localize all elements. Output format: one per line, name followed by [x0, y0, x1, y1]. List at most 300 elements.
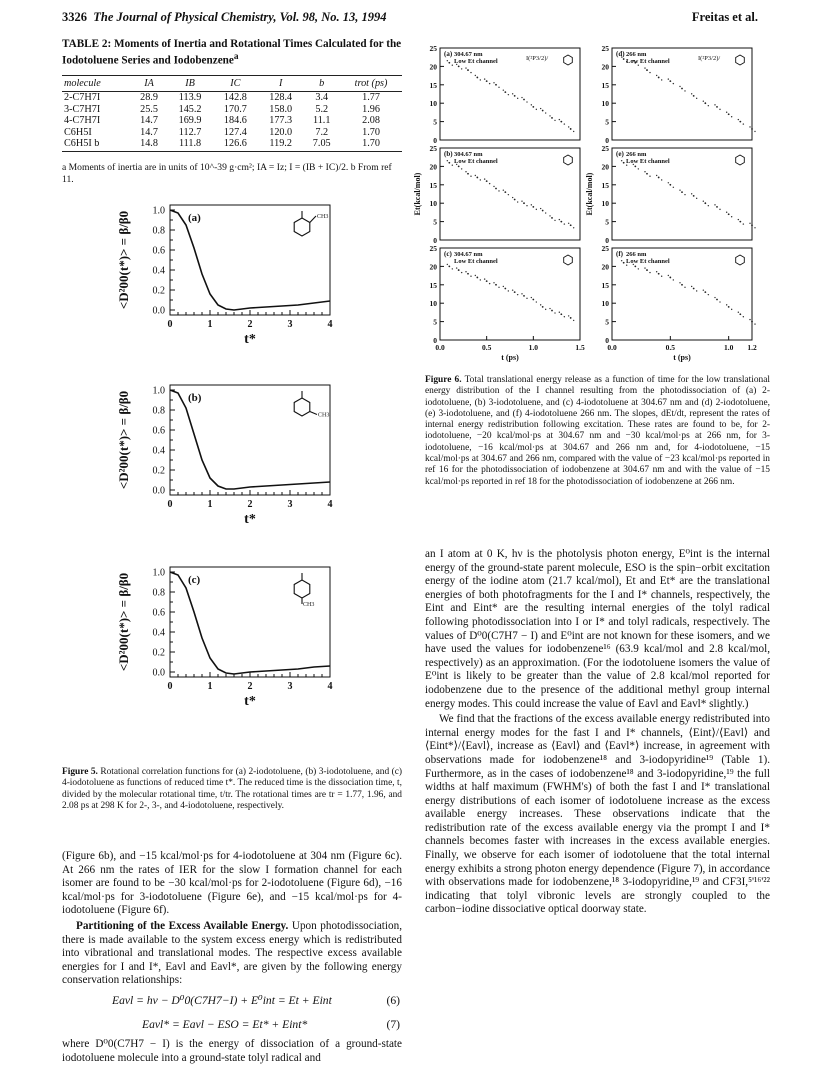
y-tick-label: 0.8 [152, 405, 165, 417]
data-point [549, 215, 550, 216]
data-point [684, 194, 685, 195]
x-axis-label: t* [244, 694, 256, 709]
data-point [523, 202, 525, 204]
data-point [679, 86, 680, 87]
data-point [703, 289, 704, 290]
authors: Freitas et al. [691, 10, 758, 24]
y-tick-label: 25 [429, 144, 437, 153]
x-tick-label: 2 [247, 319, 253, 330]
left-paragraph-3: where D⁰0(C7H7 − I) is the energy of dissociation of a ground-state iodotoluene molecule into a ground-state tolyl radical and [62, 1037, 402, 1064]
data-point [476, 77, 478, 79]
y-axis-label: Et(kcal/mol) [413, 172, 422, 216]
journal-name: The Journal of Physical Chemistry, Vol. 98, No. 13, 1994 [93, 10, 387, 24]
data-point [503, 89, 504, 90]
data-point [656, 175, 657, 176]
data-point [480, 79, 481, 80]
data-point [649, 272, 650, 273]
x-tick-label: 1.5 [575, 343, 585, 352]
data-point [517, 294, 518, 295]
y-axis-label-right: Et(kcal/mol) [585, 172, 594, 216]
data-point [498, 87, 499, 88]
panel-wavelength: 304.67 nm [454, 151, 483, 158]
table-cell: C6H5I [64, 126, 92, 138]
x-tick-label: 3 [287, 681, 293, 692]
table-cell: 158.0 [269, 103, 293, 115]
data-point [649, 176, 650, 177]
data-point [708, 105, 709, 106]
data-point [564, 223, 565, 224]
data-point [512, 197, 513, 198]
x-tick-label: 0 [167, 499, 173, 510]
y-tick-label: 20 [429, 262, 437, 272]
benzene-ring-icon [736, 155, 745, 165]
right-column-text [425, 548, 770, 919]
data-point [448, 162, 450, 164]
table-column-header: molecule [62, 76, 131, 92]
data-point [714, 297, 715, 298]
data-point [564, 316, 565, 317]
x-tick-label: 1.0 [723, 343, 734, 352]
y-tick-label: 5 [605, 317, 609, 327]
benzene-ring-icon [736, 255, 745, 265]
figure-6-grid [412, 42, 762, 372]
panel-wavelength: 266 nm [626, 151, 647, 158]
figure-5 [100, 195, 380, 760]
panel-tag: (a) [188, 212, 201, 224]
y-tick-label: 0 [433, 336, 437, 345]
right-paragraph-1: an I atom at 0 K, hν is the photolysis photon energy, E⁰int is the internal energy of the ground-state parent molecule, ESO is the spin−orbit excitation energy of the iodine atom (21.7 kcal/mol), Et and Et* are the translational energies of both photofragments for the I and I* channels, respectively, the Eint and Eint* are the resulting internal energies of the tolyl radical following photodissociation into I or I* and tolyl radicals, respectively. The values of D⁰0(C7H7 − I) and E⁰int are not known for these isomers, and we have used the values for iodobenzene¹⁶ (63.9 kcal/mol and 2.8 kcal/mol, respectively) as an approximation. (For the iodotoluene isomers the value of E⁰int is likely to be greater than the value of 2.8 kcal/mol reported for iodobenzene due to the presence of the additional methyl group internal energy modes. This could increase the value of Eavl and Eavl* slightly.) [425, 548, 770, 710]
data-point [644, 171, 645, 172]
benzene-ring-icon [564, 155, 573, 165]
data-point [559, 312, 560, 313]
benzene-ring-icon [736, 55, 745, 65]
panel-wavelength: 266 nm [626, 251, 647, 258]
y-tick-label: 5 [605, 117, 609, 127]
x-tick-label: 0 [167, 681, 173, 692]
data-point [560, 221, 562, 223]
data-point [504, 91, 506, 93]
data-point [693, 288, 695, 290]
y-tick-label: 0 [605, 336, 609, 345]
data-point [751, 224, 753, 226]
y-tick-label: 0.8 [152, 587, 165, 599]
x-tick-label: 0.5 [665, 343, 676, 352]
table-cell: 7.05 [303, 138, 340, 151]
species-label: I(²P3/2)/ [698, 55, 721, 62]
x-tick-label: 0 [167, 319, 173, 330]
y-tick-label: 20 [601, 62, 609, 72]
data-point [751, 321, 753, 323]
x-tick-label: 4 [327, 319, 333, 330]
table-cell: 126.6 [213, 138, 258, 151]
data-point [545, 112, 546, 113]
correlation-curve [170, 572, 330, 674]
table-cell: 1.77 [362, 92, 380, 103]
data-point [517, 201, 518, 202]
data-point [504, 288, 506, 290]
energy-panel [430, 244, 585, 362]
y-tick-label: 0.6 [152, 245, 165, 257]
data-point [489, 83, 490, 84]
table-cell: 127.4 [223, 126, 247, 138]
table-row [62, 127, 402, 139]
y-tick-label: 0 [605, 136, 609, 145]
data-point [738, 119, 739, 120]
section-heading: Partitioning of the Excess Available Energy. [76, 919, 289, 932]
y-tick-label: 10 [429, 199, 437, 209]
y-tick-label: 20 [601, 262, 609, 272]
y-tick-label: 0.6 [152, 607, 165, 619]
table-title-text: TABLE 2: Moments of Inertia and Rotational Times Calculated for the Iodotoluene Series and Iodobenzene [62, 38, 402, 67]
y-tick-label: 0.6 [152, 425, 165, 437]
table-cell: 5.2 [315, 103, 329, 115]
data-point [749, 126, 750, 127]
data-point [542, 306, 544, 308]
figure-6-caption-label: Figure 6. [425, 375, 462, 385]
panel-channel: Low Et channel [454, 58, 498, 65]
y-tick-label: 0.4 [152, 445, 165, 457]
data-point [696, 98, 697, 99]
data-point [495, 84, 497, 86]
panel-tag: (a) [444, 50, 453, 58]
data-point [512, 93, 513, 94]
x-axis-label: t* [244, 512, 256, 527]
x-tick-label: 1.0 [528, 343, 539, 352]
data-point [673, 279, 674, 280]
running-head [62, 10, 758, 30]
data-point [716, 206, 718, 208]
table-cell: 112.7 [178, 126, 202, 138]
data-point [646, 69, 648, 71]
data-point [465, 271, 466, 272]
data-point [621, 160, 622, 161]
data-point [461, 68, 462, 69]
data-point [521, 97, 522, 98]
data-point [536, 109, 537, 110]
data-point [517, 98, 518, 99]
data-point [728, 213, 730, 215]
data-point [508, 194, 509, 195]
correlation-curve [170, 210, 330, 310]
data-point [465, 67, 466, 68]
data-point [526, 101, 527, 102]
equation-7-text: Eavl* = Eavl − ESO = Et* + Eint* [142, 1017, 308, 1031]
y-tick-label: 10 [601, 99, 609, 109]
left-paragraph-2 [62, 920, 402, 988]
energy-panel [602, 244, 757, 362]
data-point [504, 191, 506, 193]
data-point [673, 83, 674, 84]
data-point [703, 201, 704, 202]
data-point [731, 116, 732, 117]
data-point [484, 178, 485, 179]
table-cell: C6H5I b [62, 138, 131, 151]
data-point [514, 199, 516, 201]
data-point [514, 291, 516, 293]
figure-5-caption-text: Rotational correlation functions for (a) 2-iodotoluene, (b) 3-iodotoluene, and (c) 4-iodotoluene as functions of reduced time t*. The reduced time is the dissociation time, t, divided by the molecular rotational time, t/tr. The rotational times are tr = 1.77, 1.96, and 2.08 ps at 298 K for 2-, 3-, and 4-iodotoluene, respectively. [62, 767, 402, 812]
data-point [489, 183, 490, 184]
data-point [559, 219, 560, 220]
panel-wavelength: 304.67 nm [454, 51, 483, 58]
benzene-ring-icon [294, 218, 310, 236]
data-point [498, 190, 499, 191]
data-point [448, 266, 450, 268]
table-cell: 119.2 [258, 138, 303, 151]
data-point [495, 188, 497, 190]
panel-wavelength: 304.67 nm [454, 251, 483, 258]
table-cell: 28.9 [140, 92, 158, 103]
table-column-header: IB [167, 76, 212, 92]
data-point [638, 268, 639, 269]
data-point [754, 131, 755, 132]
data-point [739, 221, 741, 223]
data-point [523, 99, 525, 101]
data-point [754, 227, 755, 228]
y-tick-label: 5 [433, 217, 437, 227]
data-point [573, 227, 574, 228]
table-footnote: a Moments of inertia are in units of 10^-39 g·cm²; IA = Iz; I = (IB + IC)/2. b From ref 11. [62, 162, 392, 185]
data-point [465, 171, 466, 172]
data-point [452, 65, 453, 66]
figure-5-caption [62, 767, 402, 813]
data-point [716, 299, 718, 301]
y-tick-label: 1.0 [152, 567, 165, 579]
table-cell: 113.9 [178, 92, 202, 103]
data-point [726, 112, 727, 113]
data-point [751, 128, 753, 130]
data-point [716, 106, 718, 108]
data-point [531, 297, 532, 298]
data-point [523, 295, 525, 297]
data-point [493, 186, 494, 187]
data-point [669, 277, 671, 279]
data-point [508, 94, 509, 95]
data-point [526, 205, 527, 206]
data-point [719, 109, 720, 110]
data-point [560, 121, 562, 123]
equation-6 [62, 990, 402, 1014]
data-point [475, 275, 476, 276]
data-point [649, 72, 650, 73]
panel-tag: (b) [444, 150, 453, 158]
data-point [521, 201, 522, 202]
data-point [554, 312, 555, 313]
data-point [668, 78, 669, 79]
y-tick-label: 1.0 [152, 385, 165, 397]
species-label: I(²P3/2)/ [526, 55, 549, 62]
data-point [644, 67, 645, 68]
data-point [493, 82, 494, 83]
panel-tag: (b) [188, 392, 202, 404]
data-point [540, 304, 541, 305]
table-column-header: I [258, 76, 303, 92]
data-point [570, 317, 572, 319]
data-point [531, 104, 532, 105]
y-tick-label: 15 [601, 80, 609, 90]
y-axis-label: <D²00(t*)> = β/β0 [116, 210, 131, 310]
data-point [743, 316, 744, 317]
data-point [726, 304, 727, 305]
data-point [480, 179, 481, 180]
data-point [658, 273, 660, 275]
data-point [621, 260, 622, 261]
panel-channel: Low Et channel [454, 258, 498, 265]
data-point [514, 95, 516, 97]
y-tick-label: 0.4 [152, 265, 165, 277]
data-point [669, 184, 671, 186]
x-tick-label: 0.5 [481, 343, 492, 352]
figure-6-caption [425, 375, 770, 488]
data-point [623, 262, 625, 264]
y-tick-label: 15 [429, 280, 437, 290]
data-point [570, 128, 572, 130]
data-point [568, 126, 569, 127]
y-tick-label: 15 [429, 180, 437, 190]
data-point [681, 284, 683, 286]
data-point [486, 80, 488, 82]
data-point [738, 312, 739, 313]
figure-6-caption-text: Total translational energy release as a function of time for the low translational energy distribution of the I channel resulting from the photodissociation of (a) 2-iodotoluene, (b) 3-iodotoluene, and (c) 4-iodotoluene at 304.67 nm and (d) 2-iodotoluene, (e) 3-iodotoluene, and (f) 4-iodotoluene 266 nm. The slopes, dEt/dt, represent the rates of internal energy redistribution following excitation. These rates are found to be, for 2-iodotoluene, −20 kcal/mol·ps at 304.67 nm and −30 kcal/mol·ps at 266 nm, for 3-iodotoluene, −16 kcal/mol·ps at 304.67 and 266 nm and, for 4-iodotoluene, −15 kcal/mol·ps at 304.67 and 266 nm, compared with the value of −23 kcal/mol·ps reported in ref 16 for the photodissociation of iodobenzene at 304.67 nm and with the value of −15 kcal/mol·ps reported in ref 18 for the photodissociation of iodobenzene at 266 nm. [425, 375, 770, 487]
table-cell: 120.0 [269, 126, 293, 138]
y-tick-label: 0 [433, 136, 437, 145]
equation-7 [62, 1014, 402, 1038]
table-row [62, 104, 402, 116]
data-point [554, 220, 555, 221]
y-axis-label: <D²00(t*)> = β/β0 [116, 572, 131, 672]
data-point [458, 66, 460, 68]
data-point [467, 69, 469, 71]
data-point [726, 212, 727, 213]
data-point [551, 217, 553, 219]
data-point [749, 223, 750, 224]
data-point [573, 320, 574, 321]
data-point [749, 319, 750, 320]
table-cell: 3.4 [315, 92, 329, 103]
y-tick-label: 25 [601, 244, 609, 253]
panel-tag: (c) [444, 250, 452, 258]
table-cell: 1.70 [362, 126, 380, 138]
data-point [549, 308, 550, 309]
data-point [668, 182, 669, 183]
benzene-ring-icon [564, 255, 573, 265]
table-row [62, 138, 402, 151]
data-point [739, 313, 741, 315]
x-tick-label: 4 [327, 499, 333, 510]
benzene-ring-icon [294, 580, 310, 598]
table-title [62, 38, 402, 68]
y-tick-label: 20 [429, 162, 437, 172]
data-point [458, 166, 460, 168]
data-point [503, 189, 504, 190]
data-point [703, 101, 704, 102]
data-point [470, 176, 471, 177]
table-cell: 111.8 [167, 138, 212, 151]
data-point [696, 198, 697, 199]
table-row [62, 92, 402, 104]
data-point [536, 301, 537, 302]
x-axis-label: t (ps) [673, 353, 691, 362]
data-point [691, 93, 692, 94]
data-point [461, 272, 462, 273]
table-cell: 14.8 [131, 138, 168, 151]
data-point [545, 212, 546, 213]
data-point [512, 289, 513, 290]
data-point [646, 269, 648, 271]
data-point [691, 286, 692, 287]
data-point [470, 276, 471, 277]
data-point [475, 175, 476, 176]
data-point [447, 160, 448, 161]
panel-channel: Low Et channel [626, 58, 670, 65]
energy-panel [602, 44, 756, 145]
y-tick-label: 15 [601, 180, 609, 190]
data-point [540, 208, 541, 209]
data-point [532, 299, 534, 301]
equation-6-text: Eavl = hν − D⁰0(C7H7−I) + E⁰int = Et + Eint [112, 993, 332, 1007]
data-point [731, 216, 732, 217]
left-paragraph-1: (Figure 6b), and −15 kcal/mol·ps for 4-iodotoluene at 304 nm (Figure 6c). At 266 nm the rates of IER for the slow I formation channel for each isomer are found to be −30 kcal/mol·ps for 2-iodotoluene (Figure 6d), −16 kcal/mol·ps for 3-iodotoluene (Figure 6e), and −15 kcal/mol·ps for 4-iodotoluene (Figure 6f). [62, 850, 402, 917]
moments-table [62, 75, 402, 152]
panel-tag: (d) [616, 50, 625, 58]
table-cell: 145.2 [178, 103, 202, 115]
y-tick-label: 1.0 [152, 205, 165, 217]
page-number: 3326 [62, 10, 87, 24]
data-point [704, 291, 706, 293]
table-cell: 14.7 [140, 126, 158, 138]
data-point [684, 287, 685, 288]
data-point [536, 209, 537, 210]
data-point [447, 60, 448, 61]
benzene-ring-icon [564, 55, 573, 65]
table-header-row [62, 76, 402, 92]
y-tick-label: 0.8 [152, 225, 165, 237]
data-point [623, 58, 625, 60]
data-point [475, 75, 476, 76]
data-point [551, 117, 553, 119]
table-cell: 1.70 [340, 138, 402, 151]
y-tick-label: 20 [601, 162, 609, 172]
y-tick-label: 0 [433, 236, 437, 245]
table-cell: 177.3 [269, 115, 293, 126]
y-tick-label: 0.0 [152, 485, 165, 497]
methyl-label: CH3 [303, 602, 315, 608]
x-tick-label: 4 [327, 681, 333, 692]
panel-channel: Low Et channel [626, 258, 670, 265]
table-cell: 25.5 [140, 103, 158, 115]
figure-6 [412, 42, 762, 372]
table-column-header: b [303, 76, 340, 92]
data-point [661, 79, 662, 80]
x-tick-label: 0.0 [435, 343, 445, 352]
panel-tag: (f) [616, 250, 623, 258]
y-tick-label: 10 [601, 299, 609, 309]
data-point [570, 224, 572, 226]
data-point [532, 206, 534, 208]
x-tick-label: 3 [287, 319, 293, 330]
x-tick-label: 0.0 [607, 343, 617, 352]
equation-7-number: (7) [386, 1017, 400, 1031]
table-cell: 7.2 [315, 126, 329, 138]
benzene-ring-icon [294, 398, 310, 416]
y-tick-label: 0.2 [152, 647, 165, 659]
x-tick-label: 1 [207, 319, 213, 330]
y-tick-label: 25 [601, 44, 609, 53]
data-point [447, 264, 448, 265]
data-point [634, 166, 636, 168]
data-point [669, 80, 671, 82]
left-paragraph-2-text: Upon photodissociation, there is made available to the system excess energy which is redistributed into vibrational and translational modes. The respective excess available energies for I and I*, Eavl and Eavl*, are given by the following energy conservation relationships: [62, 919, 403, 987]
y-tick-label: 20 [429, 62, 437, 72]
